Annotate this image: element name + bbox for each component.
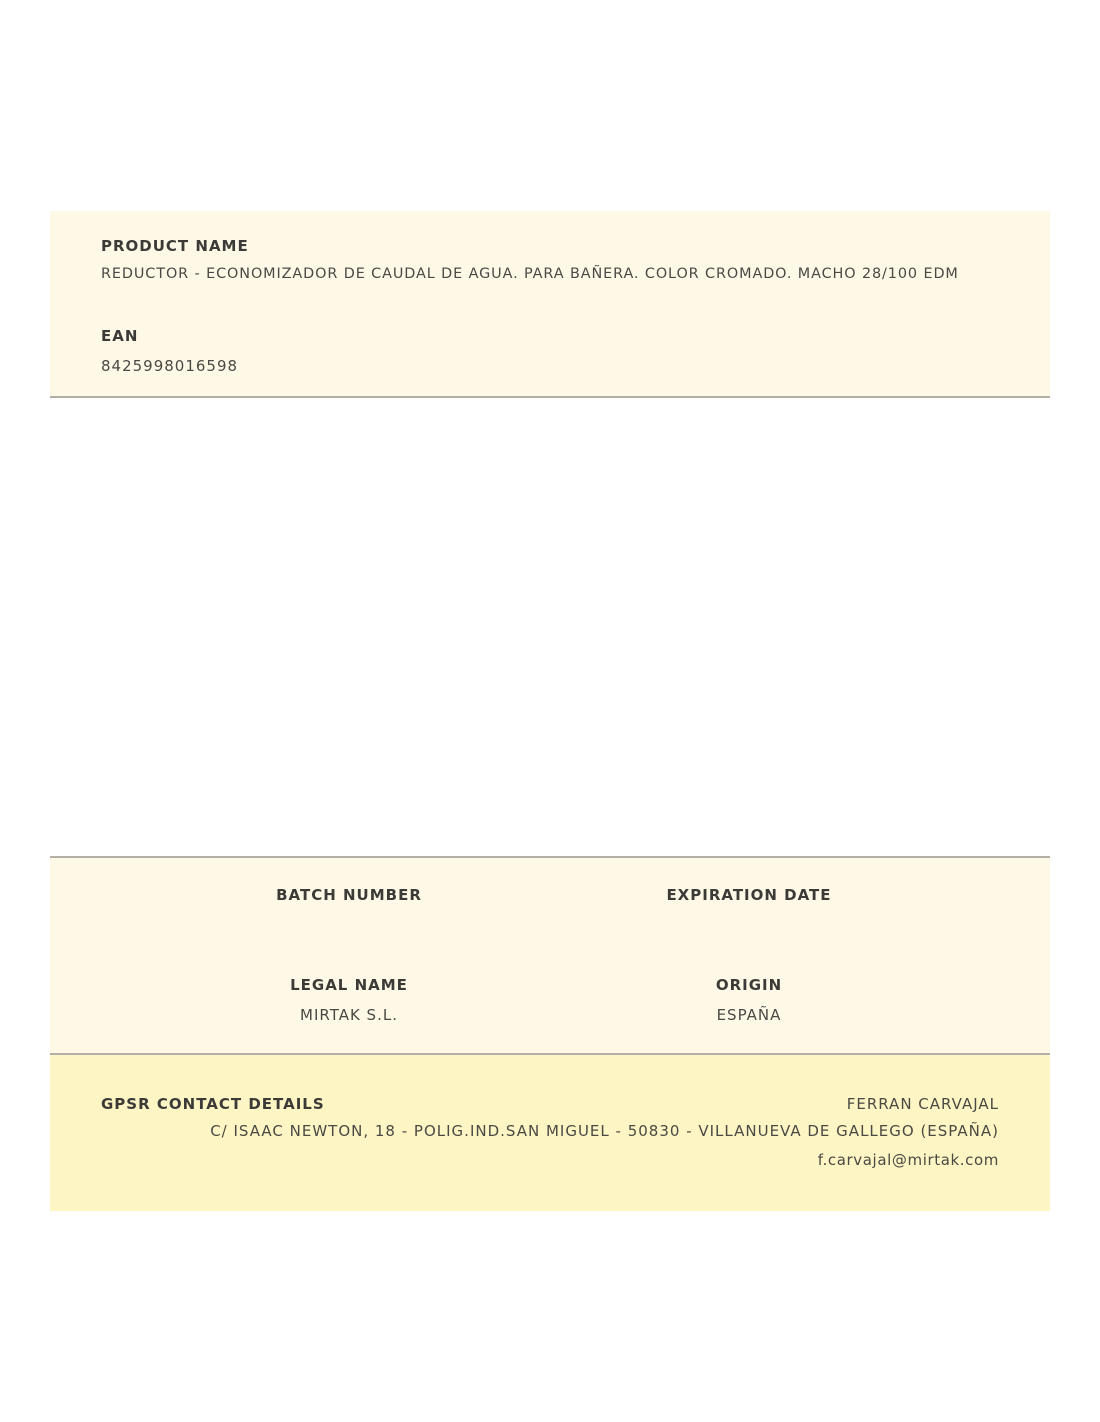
ean-label: EAN <box>101 327 139 345</box>
legal-name-value: MIRTAK S.L. <box>300 1006 398 1024</box>
contact-address: C/ ISAAC NEWTON, 18 - POLIG.IND.SAN MIGUEL - 50830 - VILLANUEVA DE GALLEGO (ESPAÑA) <box>210 1122 999 1140</box>
product-name-value: REDUCTOR - ECONOMIZADOR DE CAUDAL DE AGUA. PARA BAÑERA. COLOR CROMADO. MACHO 28/100 EDM <box>101 266 959 282</box>
batch-origin-panel <box>50 856 1050 1055</box>
product-name-label: PRODUCT NAME <box>101 237 249 255</box>
gpsr-contact-panel <box>50 1055 1050 1211</box>
expiration-date-label: EXPIRATION DATE <box>666 886 832 904</box>
contact-email: f.carvajal@mirtak.com <box>817 1151 999 1169</box>
ean-value: 8425998016598 <box>101 357 239 375</box>
batch-number-label: BATCH NUMBER <box>276 886 422 904</box>
origin-value: ESPAÑA <box>716 1006 782 1024</box>
contact-name: FERRAN CARVAJAL <box>846 1095 999 1113</box>
gpsr-contact-label: GPSR CONTACT DETAILS <box>101 1095 325 1113</box>
product-info-panel <box>50 211 1050 398</box>
legal-name-label: LEGAL NAME <box>290 976 408 994</box>
origin-label: ORIGIN <box>715 976 783 994</box>
